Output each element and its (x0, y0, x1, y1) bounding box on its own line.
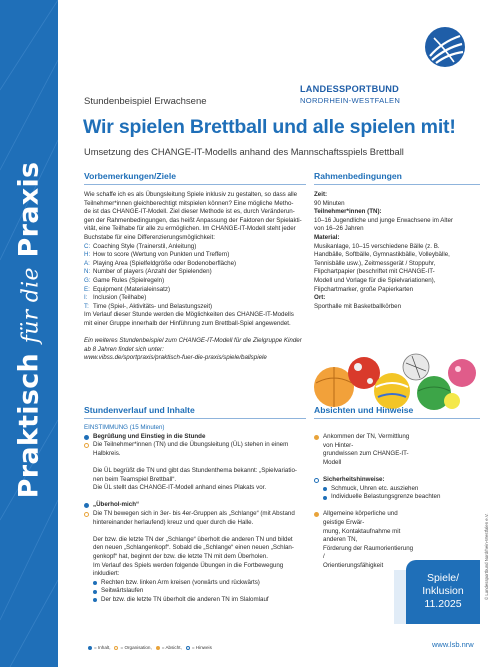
bullet-dot-icon (93, 581, 97, 585)
kicker: Stundenbeispiel Erwachsene (84, 96, 207, 107)
intro-text: Wie schaffe ich es als Übungsleitung Spiele inklusiv zu gestalten, so dass alle Teilnehmer*innen gleichberechtigt mitspielen können? Eine mögliche Metho- de ist das CHANGE-IT-Modell. Ziel dieser Methode ist es, durch Veränderun- gen der Rahmenbedingungen, das heißt Anpassung der Faktoren der Spielakti- vität, eine Teilhabe für alle zu ermöglichen. Im CHANGE-IT-Modell steht jeder Buchstabe für eine Differenzierungsmöglichkeit: (84, 191, 302, 241)
ring-dot-icon (84, 443, 89, 448)
bullet-dot-icon (314, 435, 319, 440)
sub-list-item: Rechten bzw. linken Arm kreisen (vorwärts und rückwärts) (93, 579, 310, 588)
letter-row: E: Equipment (Materialeinsatz) (84, 285, 171, 293)
letter-row: C: Coaching Style (Trainerstil, Anleitung) (84, 242, 197, 250)
ring-dot-icon (114, 646, 118, 650)
change-it-letters (84, 243, 310, 312)
side-title: Praktisch für die Praxis (13, 161, 45, 499)
ring-dot-icon (84, 512, 89, 517)
category-badge: Spiele/ Inklusion 11.2025 (406, 560, 480, 624)
note-link[interactable]: www.vibss.de/sportpraxis/praktisch-fuer-die-praxis/spiele/ballspiele (84, 354, 267, 362)
divider (84, 184, 306, 185)
bullet-dot-icon (93, 598, 97, 602)
list-item: Sicherheitshinweise: (314, 476, 414, 485)
heading-rahmen: Rahmenbedingungen (314, 171, 402, 181)
bullet-dot-icon (88, 646, 92, 650)
heading-stundenverlauf: Stundenverlauf und Inhalte (84, 405, 195, 415)
bullet-dot-icon (156, 646, 160, 650)
list-item: Allgemeine körperliche und geistige Erwär- mung, Kontaktaufnahme mit anderen TN, Förderung der Raumorientierung / Orientierungsfähigkeit (314, 510, 414, 570)
ring-dot-icon (186, 646, 190, 650)
bullet-dot-icon (84, 503, 89, 508)
bullet-dot-icon (84, 435, 89, 440)
item1-more: Die ÜL begrüßt die TN und gibt das Stundenthema bekannt: „Spielvariatio- nen beim Teamspiel Brettball“. Die ÜL stellt das CHANGE-IT-Modell anhand eines Plakats vor. (93, 466, 297, 492)
sub-list-item: Seitwärtslaufen (93, 587, 310, 596)
divider (314, 184, 480, 185)
sub-list-item: Schmuck, Uhren etc. ausziehen (323, 485, 474, 494)
letter-row: A: Playing Area (Spielfeldgröße oder Bodenoberfläche) (84, 259, 237, 267)
letter-row: I: Inclusion (Teilhabe) (84, 294, 147, 302)
letter-row: N: Number of players (Anzahl der Spielenden) (84, 268, 212, 276)
logo-line2: NORDRHEIN-WESTFALEN (300, 96, 401, 105)
einstimmung-label: EINSTIMMUNG (15 Minuten) (84, 424, 165, 431)
divider (84, 418, 306, 419)
safety-list (314, 485, 474, 502)
ball-illustration (312, 343, 480, 411)
list-item: Begrüßung und Einstieg in die Stunde (84, 433, 310, 442)
list-item: Die TN bewegen sich in 3er- bis 4er-Gruppen als „Schlange“ (mit Abstand hintereinander herlaufend) kreuz und quer durch die Halle. (84, 510, 310, 527)
subtitle: Umsetzung des CHANGE-IT-Modells anhand des Mannschaftsspiels Brettball (84, 147, 404, 157)
vorbemerkungen-body: Wie schaffe ich es als Übungsleitung Spiele inklusiv zu gestalten, so dass alle Teilnehmer*innen gleichberechtigt mitspielen können? Eine mögliche Metho- de ist das CHANGE-IT-Modell. Ziel dieser Methode ist es, durch Veränderun- gen der Rahmenbedingungen, das heißt Anpassung der Faktoren der Spielakti- vität, eine Teilhabe für alle zu ermöglichen. Im CHANGE-IT-Modell steht jeder Buchstabe für eine Differenzierungsmöglichkeit: C: Coaching Style (Trainerstil, Anleitung) H: How to score (Wertung von Punkten und Treffern) A: Playing Area (Spielfeldgröße oder Bodenoberfläche) N: Number of players (Anzahl der Spielenden) G: Game Rules (Spielregeln) E: Equipment (Materialeinsatz) I: Inclusion (Teilhabe) T: Time (Spiel-, Aktivitäts- und Belastungszeit) Im Verlauf dieser Stunde werden die Möglichkeiten des CHANGE-IT-Modells mit einer Gruppe innerhalb der Hinführung zum Brettball-Spiel angewendet. Ein weiteres Stundenbeispiel zum CHANGE-IT-Modell für die Zielgruppe Kinder ab 8 Jahren findet sich unter: www.vibss.de/sportpraxis/praktisch-fuer-die-praxis/spiele/ballspiele (84, 191, 310, 363)
letter-row: G: Game Rules (Spielregeln) (84, 276, 165, 284)
website-link[interactable]: www.lsb.nrw (432, 640, 474, 649)
divider (314, 418, 480, 419)
ring-dot-icon (314, 478, 319, 483)
sub-list-item: Individuelle Belastungsgrenze beachten (323, 493, 474, 502)
list-item: Die Teilnehmer*innen (TN) und die Übungsleitung (ÜL) stehen in einem Halbkreis. (84, 441, 310, 458)
page-title: Wir spielen Brettball und alle spielen mit! (83, 116, 456, 138)
heading-vorbemerkungen: Vorbemerkungen/Ziele (84, 171, 177, 181)
item2-more: Der bzw. die letzte TN der „Schlange“ überholt die anderen TN und bildet den neuen „Schlangenkopf“. Sobald die „Schlange“ einen neuen „Schlan- genkopf“ hat, beginnt der bzw. die letzte TN mit dem Überholen. Im Verlauf des Spiels werden folgende Übungen in die Fortbewegung inkludiert: Rechten bzw. linken Arm kreisen (vorwärts und rückwärts) Seitwärtslaufen Der bzw. die letzte TN überholt die anderen TN im Slalomlauf (84, 536, 310, 605)
side-band (0, 0, 58, 667)
absichten-body (314, 433, 441, 571)
letter-row: H: How to score (Wertung von Punkten und Treffern) (84, 251, 230, 259)
sub-list-item: Der bzw. die letzte TN überholt die anderen TN im Slalomlauf (93, 596, 310, 605)
rahmen-body: Zeit: 90 Minuten Teilnehmer*innen (TN): 10–16 Jugendliche und junge Erwachsene im Alter von 16–26 Jahren Material: Musikanlage, 10–15 verschiedene Bälle (z. B. Handbälle, Softbälle, Gymnastikbälle, Volleybälle, Tennisbälle usw.), Zeitmessgerät / Stoppuhr, Flipchartpapier (beschriftet mit CHANGE-IT- Modell und Vorlage für die Spielvariationen), Flipchartmarker, große Papierkarten Ort: Sporthalle mit Basketballkörben (314, 191, 453, 310)
legend: = Inhalt, = Organisation, = Absicht, = Hinweis (84, 645, 212, 650)
bullet-dot-icon (93, 590, 97, 594)
heading-absichten: Absichten und Hinweise (314, 405, 414, 415)
badge-shadow (394, 570, 406, 624)
copyright: © Landessportbund Nordrhein-Westfalen e.V. (484, 513, 489, 600)
logo-line1: LANDESSPORTBUND (300, 84, 399, 94)
further-example-note: Ein weiteres Stundenbeispiel zum CHANGE-IT-Modell für die Zielgruppe Kinder ab 8 Jahren findet sich unter: www.vibss.de/sportpraxis/praktisch-fuer-die-praxis/spiele/ballspiele (84, 337, 310, 363)
lsb-logo-icon (424, 26, 466, 68)
list-item: Ankommen der TN, Vermittlung von Hinter- grundwissen zum CHANGE-IT-Modell (314, 433, 414, 467)
stundenverlauf-body (84, 424, 310, 604)
bullet-dot-icon (314, 512, 319, 517)
letter-row: T: Time (Spiel-, Aktivitäts- und Belastungszeit) (84, 302, 213, 310)
bullet-dot-icon (323, 496, 327, 500)
bullet-dot-icon (323, 487, 327, 491)
list-item: „Überhol-mich“ (84, 501, 310, 510)
